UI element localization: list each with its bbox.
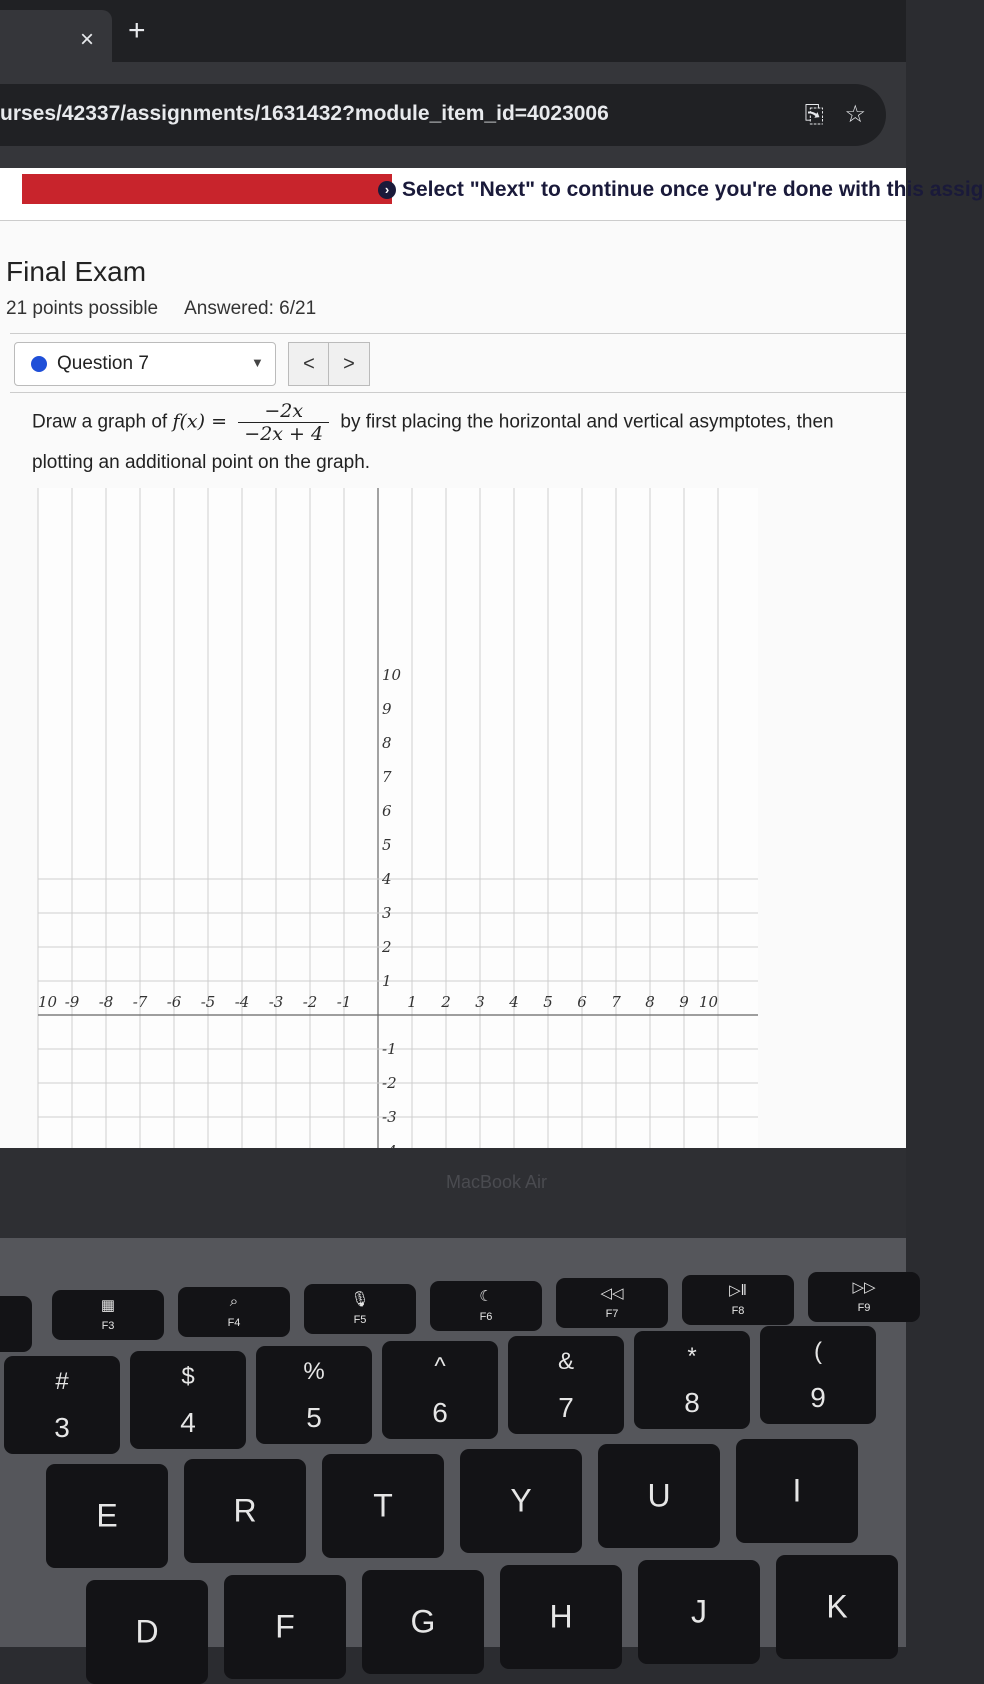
key-g[interactable] [362, 1570, 484, 1674]
key-f2[interactable] [0, 1296, 32, 1352]
x-tick-label: -7 [132, 993, 148, 1011]
laptop-label: MacBook Air [446, 1172, 548, 1192]
x-tick-label: -8 [98, 993, 114, 1011]
y-tick-label: 1 [382, 972, 392, 990]
fraction-numerator: −2x [238, 400, 329, 423]
key-digit: 8 [684, 1387, 700, 1418]
fkey-label: F8 [731, 1305, 745, 1317]
x-tick-label: 9 [679, 993, 689, 1011]
key-f7[interactable] [556, 1278, 668, 1328]
question-nav [10, 333, 906, 393]
key-f8[interactable] [682, 1275, 794, 1325]
key-letter: F [275, 1608, 295, 1645]
fkey-label: F5 [353, 1314, 367, 1326]
x-tick-label: 10 [38, 993, 58, 1011]
fkey-icon: 🎙 [350, 1291, 370, 1308]
answered-count: Answered: 6/21 [184, 298, 317, 319]
fkey-label: F9 [857, 1302, 871, 1314]
keyboard [0, 1238, 906, 1650]
key-letter: H [549, 1598, 573, 1635]
key-f3[interactable] [52, 1290, 164, 1340]
caret-down-icon: ▼ [251, 355, 264, 370]
key-shift-symbol: $ [181, 1363, 195, 1390]
key-i[interactable] [736, 1439, 858, 1543]
page-title: Final Exam [6, 256, 147, 287]
key-j[interactable] [638, 1560, 760, 1664]
fkey-icon: ◁◁ [600, 1285, 624, 1302]
question-suffix: by first placing the horizontal and vertical asymptotes, then plotting an additional point on the graph. [32, 411, 834, 473]
fkey-icon: ☾ [479, 1288, 493, 1305]
chevron-right-icon: › [378, 181, 396, 199]
x-tick-label: -4 [234, 993, 250, 1011]
x-tick-label: 5 [543, 993, 553, 1011]
key-digit: 4 [180, 1407, 196, 1438]
key-shift-symbol: ^ [434, 1353, 446, 1380]
y-tick-label: 5 [382, 836, 392, 854]
key-letter: R [233, 1492, 257, 1529]
fkey-icon: ▦ [100, 1297, 116, 1314]
x-tick-label: 3 [475, 993, 485, 1011]
key-letter: U [647, 1477, 671, 1514]
x-tick-label: 7 [611, 993, 621, 1011]
question-prefix: Draw a graph of [32, 411, 168, 433]
x-tick-label: 6 [577, 993, 587, 1011]
points-possible: 21 points possible [6, 298, 159, 319]
question-status-dot [31, 356, 47, 372]
key-digit: 6 [432, 1397, 448, 1428]
x-tick-label: -5 [200, 993, 216, 1011]
y-tick-label: 4 [382, 870, 392, 888]
y-tick-label: -1 [382, 1040, 397, 1058]
y-tick-label: -3 [382, 1108, 397, 1126]
key-letter: G [410, 1603, 436, 1640]
key-digit: 5 [306, 1402, 322, 1433]
question-select-label: Question 7 [57, 353, 149, 374]
key-digit: 3 [54, 1412, 70, 1443]
tab-strip [0, 0, 906, 62]
key-digit: 7 [558, 1392, 574, 1423]
assignment-page [0, 168, 984, 1148]
laptop-bezel [0, 1148, 906, 1238]
graphing-canvas[interactable] [38, 488, 758, 1148]
question-text [32, 400, 892, 481]
x-tick-label: 10 [698, 993, 718, 1011]
fraction-denominator: −2x + 4 [244, 423, 324, 445]
x-tick-label: -6 [166, 993, 182, 1011]
fkey-label: F7 [605, 1308, 619, 1320]
key-shift-symbol: ( [814, 1338, 822, 1365]
y-tick-label: 6 [382, 802, 392, 820]
key-letter: I [792, 1472, 802, 1509]
x-tick-label: -2 [302, 993, 318, 1011]
x-tick-label: -9 [64, 993, 80, 1011]
key-f5[interactable] [304, 1284, 416, 1334]
key-f9[interactable] [808, 1272, 920, 1322]
y-tick-label: 2 [382, 938, 392, 956]
y-tick-label: 9 [382, 700, 392, 718]
key-letter: Y [510, 1482, 532, 1519]
key-letter: E [96, 1497, 118, 1534]
y-tick-label: 7 [382, 768, 392, 786]
url-text[interactable]: urses/42337/assignments/1631432?module_item_id=4023006 [0, 102, 609, 125]
key-r[interactable] [184, 1459, 306, 1563]
x-tick-label: 2 [441, 993, 451, 1011]
bookmark-star-icon[interactable]: ☆ [844, 101, 866, 128]
function-fraction [238, 400, 329, 445]
key-3[interactable] [4, 1356, 120, 1454]
key-letter: D [135, 1613, 159, 1650]
banner-red-bar [22, 174, 392, 204]
key-f4[interactable] [178, 1287, 290, 1337]
question-select[interactable] [14, 342, 276, 386]
key-9[interactable] [760, 1326, 876, 1424]
x-tick-label: -1 [336, 993, 352, 1011]
x-tick-label: -3 [268, 993, 284, 1011]
prev-question-button[interactable]: < [288, 342, 330, 386]
fkey-label: F4 [227, 1317, 241, 1329]
new-tab-icon[interactable]: + [128, 14, 146, 47]
key-shift-symbol: # [55, 1368, 69, 1395]
x-tick-label: 1 [407, 993, 417, 1011]
y-tick-label: 3 [382, 904, 392, 922]
key-y[interactable] [460, 1449, 582, 1553]
key-e[interactable] [46, 1464, 168, 1568]
key-7[interactable] [508, 1336, 624, 1434]
next-banner [0, 168, 984, 221]
key-shift-symbol: % [303, 1358, 325, 1385]
key-d[interactable] [86, 1580, 208, 1684]
key-4[interactable] [130, 1351, 246, 1449]
key-k[interactable] [776, 1555, 898, 1659]
install-icon[interactable]: ⎘ [804, 101, 824, 128]
x-tick-label: 8 [645, 993, 655, 1011]
key-f6[interactable] [430, 1281, 542, 1331]
address-bar[interactable] [0, 84, 886, 146]
browser-tab[interactable] [0, 10, 112, 62]
key-shift-symbol: & [557, 1348, 574, 1375]
key-5[interactable] [256, 1346, 372, 1444]
y-tick-label: 8 [382, 734, 392, 752]
key-letter: J [691, 1593, 707, 1630]
key-8[interactable] [634, 1331, 750, 1429]
key-digit: 9 [810, 1382, 826, 1413]
browser-toolbar [0, 62, 906, 172]
fkey-icon: ⌕ [229, 1293, 239, 1310]
key-letter: T [373, 1487, 393, 1524]
fkey-label: F6 [479, 1311, 493, 1323]
fkey-icon: ▷‖ [729, 1282, 747, 1299]
fkey-icon: ▷▷ [852, 1279, 876, 1296]
next-question-button[interactable]: > [328, 342, 370, 386]
key-t[interactable] [322, 1454, 444, 1558]
x-tick-label: 4 [509, 993, 519, 1011]
function-name: f(x) = [172, 410, 228, 433]
key-f[interactable] [224, 1575, 346, 1679]
banner-text: Select "Next" to continue once you're done with this assig [402, 178, 984, 201]
exam-meta [6, 298, 316, 320]
close-tab-icon[interactable]: × [80, 26, 95, 53]
key-u[interactable] [598, 1444, 720, 1548]
key-shift-symbol: * [687, 1343, 697, 1370]
key-6[interactable] [382, 1341, 498, 1439]
y-tick-label: 10 [382, 666, 402, 684]
fkey-label: F3 [101, 1320, 115, 1332]
key-letter: K [826, 1588, 848, 1625]
key-h[interactable] [500, 1565, 622, 1669]
y-tick-label: -2 [382, 1074, 397, 1092]
